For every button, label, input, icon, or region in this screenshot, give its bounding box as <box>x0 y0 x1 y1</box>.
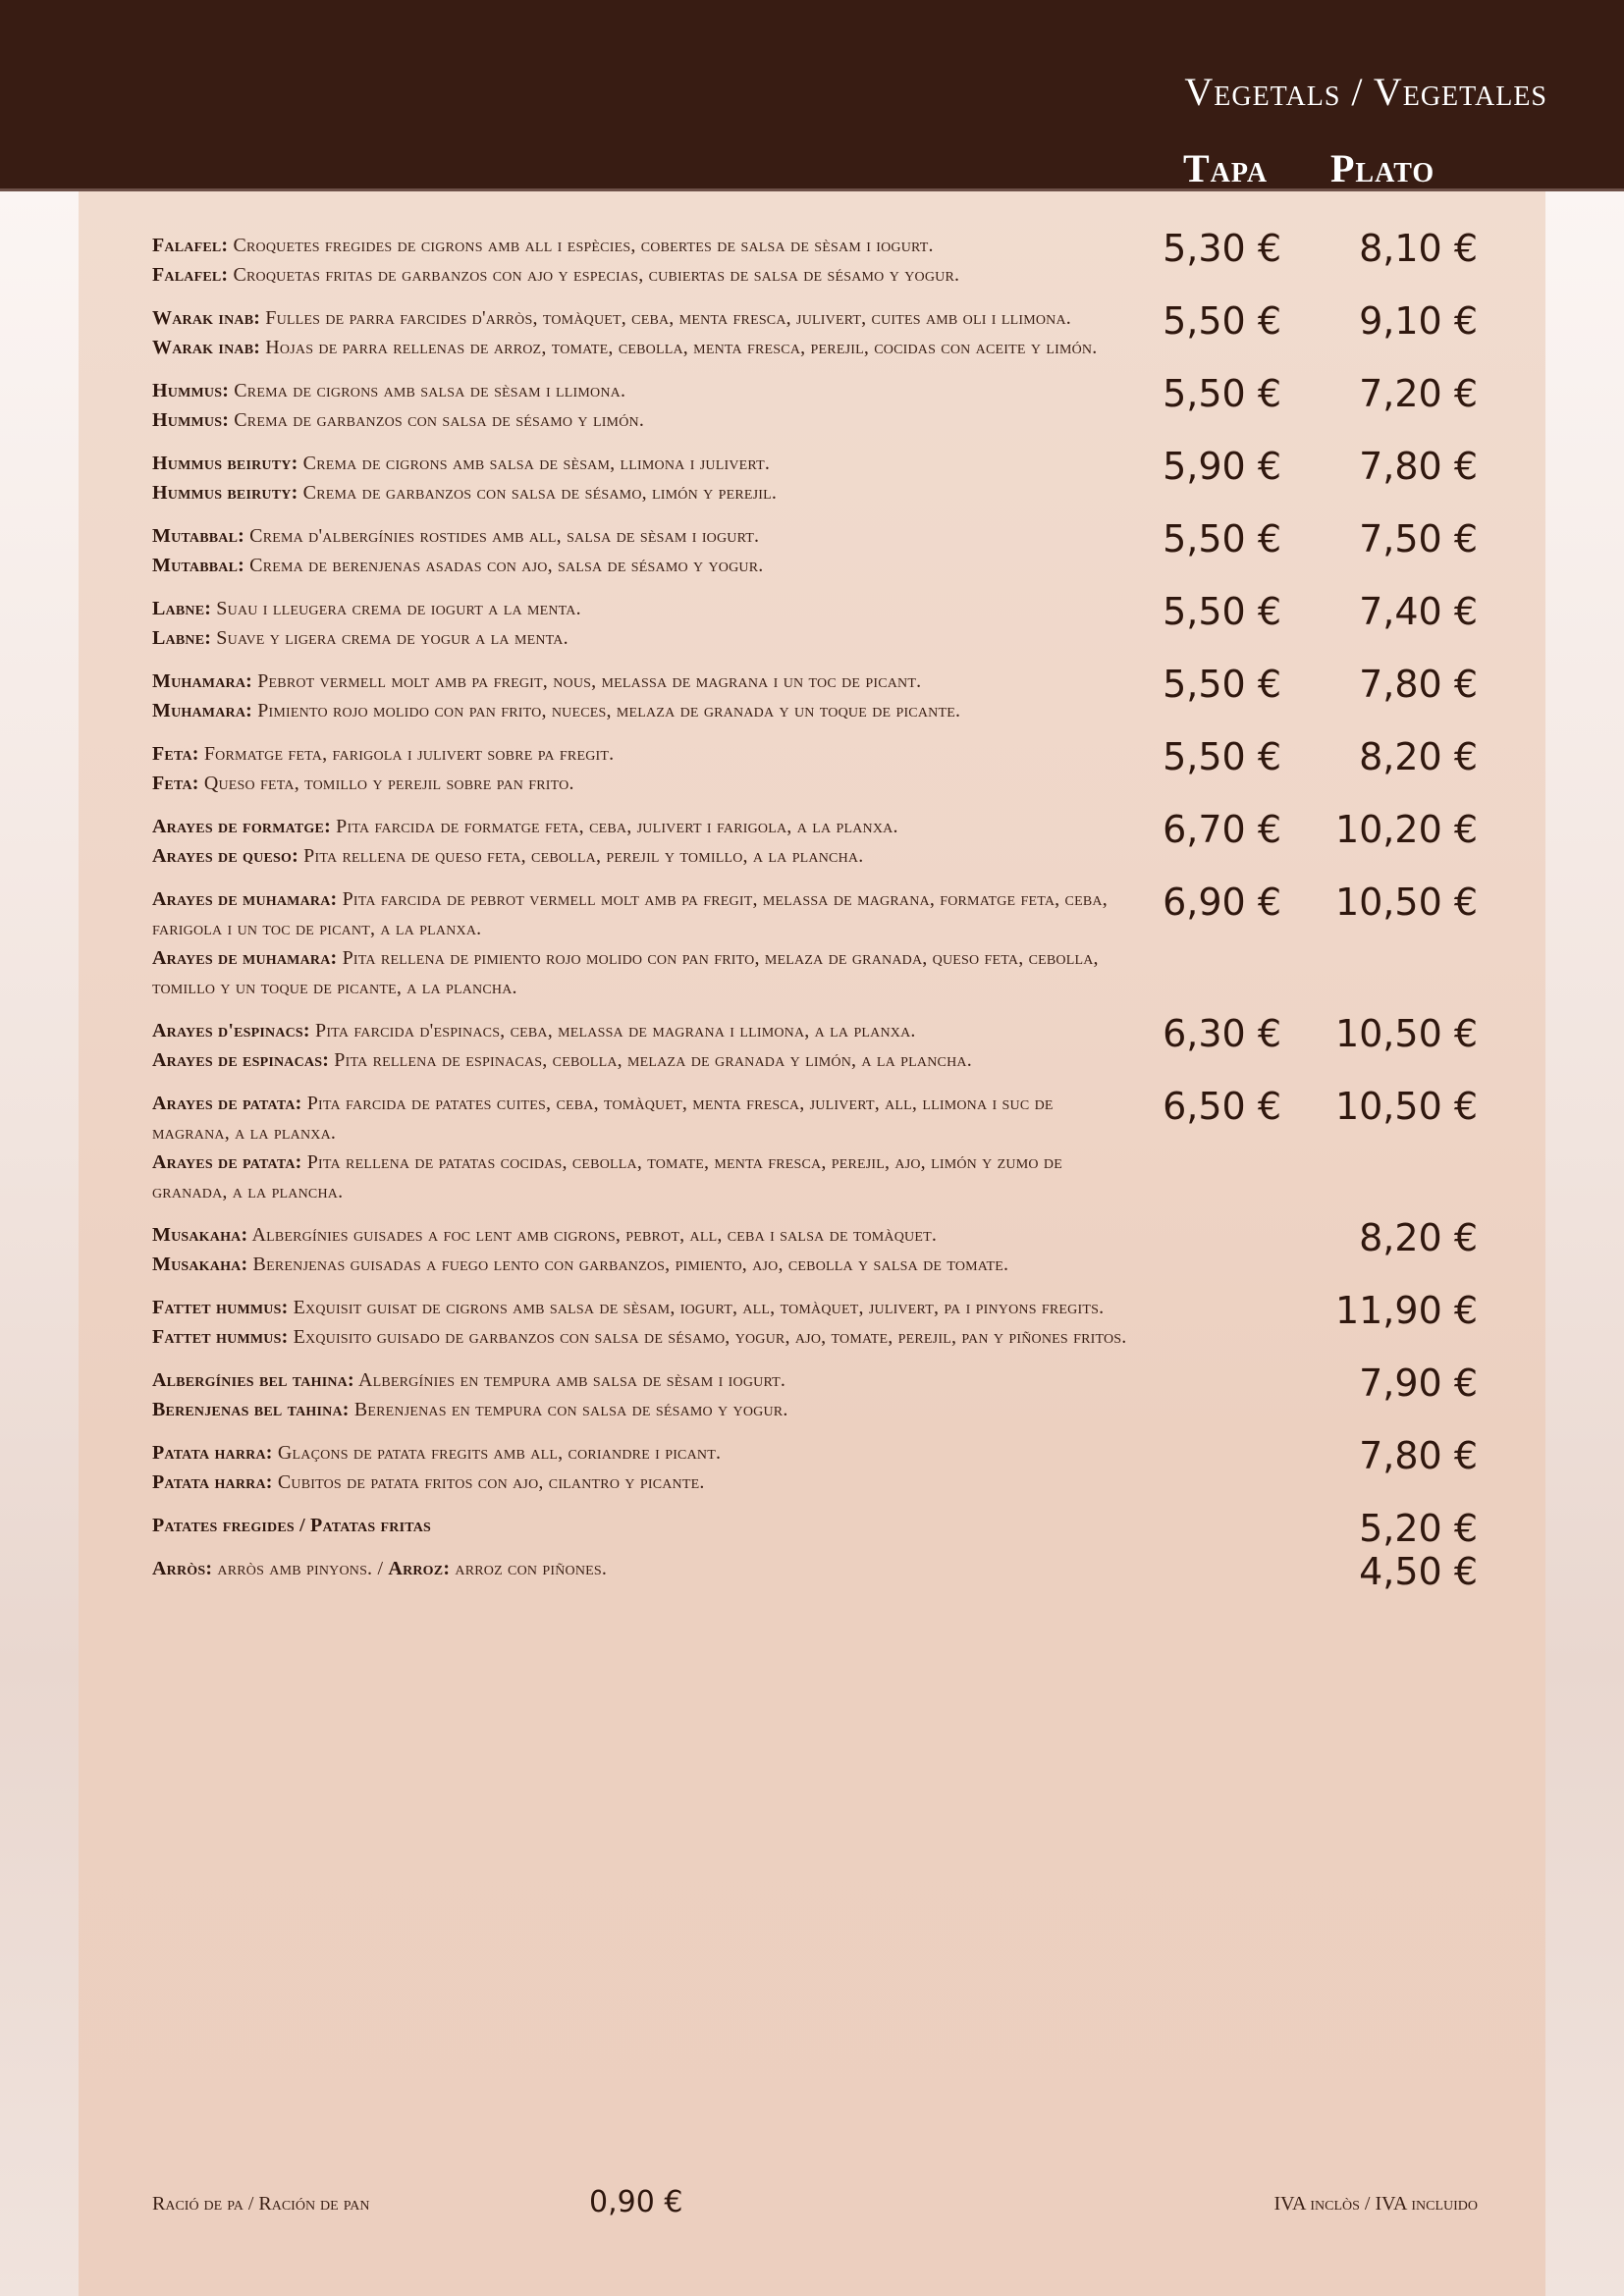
dish-text: Exquisit guisat de cigrons amb salsa de sèsam, iogurt, all, tomàquet, julivert, pa i pinyons fregits. <box>288 1297 1105 1318</box>
price-plato: 5,20 € <box>1359 1507 1478 1550</box>
dish-text: Pita rellena de patatas cocidas, cebolla, tomate, menta fresca, perejil, ajo, limón y zumo de granada, a la plancha. <box>152 1151 1062 1202</box>
description-spanish <box>152 1322 1134 1352</box>
menu-item-description <box>152 521 1134 580</box>
dish-name: Hummus beiruty: <box>152 453 298 474</box>
dish-text: Glaçons de patata fregits amb all, coriandre i picant. <box>272 1442 722 1464</box>
dish-name: Muhamara: <box>152 670 252 692</box>
menu-item-description <box>152 594 1134 653</box>
description-spanish <box>152 333 1134 362</box>
menu-item-description <box>152 1293 1134 1352</box>
dish-text: Croquetas fritas de garbanzos con ajo y especias, cubiertas de salsa de sésamo y yogur. <box>228 264 960 286</box>
dish-name: Arròs: <box>152 1558 213 1579</box>
dish-name: Arayes de formatge: <box>152 816 331 837</box>
menu-item-description <box>152 231 1134 290</box>
dish-text: Pita farcida de patates cuites, ceba, tomàquet, menta fresca, julivert, all, llimona i suc de magrana, a la planxa. <box>152 1093 1054 1144</box>
dish-text: Albergínies en tempura amb salsa de sèsam i iogurt. <box>353 1369 786 1391</box>
price-plato: 7,80 € <box>1359 1434 1478 1477</box>
price-plato: 8,20 € <box>1359 1216 1478 1259</box>
dish-text: Crema d'albergínies rostides amb all, salsa de sèsam i iogurt. <box>244 525 760 547</box>
menu-item <box>152 663 1478 725</box>
description-catalan <box>152 303 1134 333</box>
menu-item <box>152 227 1478 290</box>
dish-name: Fattet hummus: <box>152 1326 289 1348</box>
description-spanish <box>152 1148 1134 1206</box>
price-plato: 4,50 € <box>1359 1550 1478 1593</box>
price-plato: 7,50 € <box>1359 517 1478 561</box>
price-tapa: 6,50 € <box>1163 1085 1281 1128</box>
dish-text: Croquetes fregides de cigrons amb all i espècies, cobertes de salsa de sèsam i iogurt. <box>228 235 934 256</box>
dish-text: Crema de cigrons amb salsa de sèsam, llimona i julivert. <box>298 453 771 474</box>
menu-item-description <box>152 884 1134 1002</box>
price-plato: 7,20 € <box>1359 372 1478 415</box>
dish-text: Fulles de parra farcides d'arròs, tomàquet, ceba, menta fresca, julivert, cuites amb oli i llimona. <box>260 307 1071 329</box>
price-tapa: 6,30 € <box>1163 1012 1281 1055</box>
dish-name: Hummus: <box>152 380 230 401</box>
dish-name: Falafel: <box>152 235 229 256</box>
dish-text: Suave y ligera crema de yogur a la menta. <box>211 627 568 649</box>
dish-text: Crema de berenjenas asadas con ajo, salsa de sésamo y yogur. <box>244 555 764 576</box>
dish-text: Crema de garbanzos con salsa de sésamo y limón. <box>229 409 645 431</box>
description-catalan <box>152 1293 1134 1322</box>
dish-text: Albergínies guisades a foc lent amb cigrons, pebrot, all, ceba i salsa de tomàquet. <box>247 1224 938 1246</box>
dish-text: arroz con piñones. <box>450 1558 608 1579</box>
dish-text: Crema de garbanzos con salsa de sésamo, limón y perejil. <box>298 482 778 504</box>
menu-item-description <box>152 1016 1134 1075</box>
price-tapa: 5,90 € <box>1163 445 1281 488</box>
dish-name: Hummus beiruty: <box>152 482 298 504</box>
dish-text: Cubitos de patata fritos con ajo, cilantro y picante. <box>272 1471 705 1493</box>
dish-name: Arayes de queso: <box>152 845 298 867</box>
menu-item-description <box>152 303 1134 362</box>
vat-note: IVA inclòs / IVA incluido <box>1273 2193 1478 2215</box>
dish-name: Arayes de espinacas: <box>152 1049 330 1071</box>
dish-name: Falafel: <box>152 264 229 286</box>
menu-item <box>152 1550 1478 1593</box>
menu-item <box>152 1507 1478 1550</box>
menu-item <box>152 1085 1478 1206</box>
menu-list <box>152 227 1478 1597</box>
dish-text: Pita farcida de pebrot vermell molt amb pa fregit, melassa de magrana, formatge feta, ceba, farigola i un toc de picant, a la planxa. <box>152 888 1108 939</box>
description-catalan <box>152 231 1134 260</box>
menu-item-description <box>152 1511 1134 1540</box>
dish-name: Mutabbal: <box>152 525 244 547</box>
menu-item <box>152 1434 1478 1497</box>
dish-text: Pebrot vermell molt amb pa fregit, nous, melassa de magrana i un toc de picant. <box>252 670 922 692</box>
dish-name: Mutabbal: <box>152 555 244 576</box>
description-catalan <box>152 884 1134 943</box>
price-tapa: 6,90 € <box>1163 881 1281 924</box>
price-tapa: 5,50 € <box>1163 517 1281 561</box>
price-tapa: 5,50 € <box>1163 663 1281 706</box>
description-catalan <box>152 1220 1134 1250</box>
menu-item <box>152 735 1478 798</box>
menu-item <box>152 590 1478 653</box>
description-catalan <box>152 521 1134 551</box>
description-spanish <box>152 1250 1134 1279</box>
menu-item <box>152 1289 1478 1352</box>
menu-item-description <box>152 1089 1134 1206</box>
dish-name: Patates fregides / Patatas fritas <box>152 1515 432 1536</box>
price-plato: 10,50 € <box>1334 1085 1478 1128</box>
description-spanish <box>152 841 1134 871</box>
description-catalan <box>152 1438 1134 1468</box>
description-catalan <box>152 812 1134 841</box>
price-tapa: 5,50 € <box>1163 299 1281 343</box>
price-tapa: 6,70 € <box>1163 808 1281 851</box>
dish-name: Arayes d'espinacs: <box>152 1020 310 1041</box>
dish-name: Labne: <box>152 627 212 649</box>
menu-footer <box>152 2187 1478 2226</box>
dish-name: Fattet hummus: <box>152 1297 289 1318</box>
price-plato: 7,40 € <box>1359 590 1478 633</box>
price-tapa: 5,50 € <box>1163 372 1281 415</box>
description-catalan <box>152 1089 1134 1148</box>
dish-text: Exquisito guisado de garbanzos con salsa de sésamo, yogur, ajo, tomate, perejil, pan y piñones fritos. <box>288 1326 1127 1348</box>
menu-item <box>152 1012 1478 1075</box>
price-plato: 10,20 € <box>1334 808 1478 851</box>
price-plato: 7,90 € <box>1359 1362 1478 1405</box>
dish-text: Crema de cigrons amb salsa de sèsam i llimona. <box>229 380 626 401</box>
dish-text: arròs amb pinyons. / <box>212 1558 389 1579</box>
dish-name: Arayes de muhamara: <box>152 888 338 910</box>
menu-item-description <box>152 1365 1134 1424</box>
dish-text: Suau i lleugera crema de iogurt a la menta. <box>211 598 581 619</box>
section-title: Vegetals / Vegetales <box>1184 70 1547 114</box>
dish-name: Musakaha: <box>152 1224 248 1246</box>
column-header-plato: Plato <box>1330 146 1435 190</box>
menu-item-description <box>152 1220 1134 1279</box>
description-catalan <box>152 1365 1134 1395</box>
background-left-margin <box>0 191 79 2296</box>
menu-item-description <box>152 667 1134 725</box>
dish-name: Berenjenas bel tahina: <box>152 1399 350 1420</box>
bread-portion-price: 0,90 € <box>589 2185 683 2219</box>
dish-text: Formatge feta, farigola i julivert sobre pa fregit. <box>198 743 615 765</box>
menu-item-description <box>152 812 1134 871</box>
dish-text: Pita farcida d'espinacs, ceba, melassa de magrana i llimona, a la planxa. <box>309 1020 916 1041</box>
description-catalan <box>152 449 1134 478</box>
dish-name: Musakaha: <box>152 1254 248 1275</box>
dish-name: Labne: <box>152 598 212 619</box>
description-spanish <box>152 1045 1134 1075</box>
description-catalan <box>152 1511 1134 1540</box>
dish-name: Arroz: <box>388 1558 451 1579</box>
description-spanish <box>152 551 1134 580</box>
menu-item-description <box>152 449 1134 507</box>
menu-item <box>152 372 1478 435</box>
description-spanish <box>152 405 1134 435</box>
price-plato: 7,80 € <box>1359 445 1478 488</box>
bread-portion-label: Ració de pa / Ración de pan <box>152 2193 370 2215</box>
dish-text: Berenjenas guisadas a fuego lento con garbanzos, pimiento, ajo, cebolla y salsa de tomate. <box>247 1254 1009 1275</box>
price-plato: 10,50 € <box>1334 1012 1478 1055</box>
dish-text: Hojas de parra rellenas de arroz, tomate, cebolla, menta fresca, perejil, cocidas con aceite y limón. <box>260 337 1098 358</box>
dish-text: Pita rellena de espinacas, cebolla, melaza de granada y limón, a la plancha. <box>329 1049 972 1071</box>
menu-item <box>152 299 1478 362</box>
dish-name: Muhamara: <box>152 700 252 721</box>
description-spanish <box>152 1395 1134 1424</box>
menu-item-description <box>152 1554 1134 1583</box>
dish-text: Pita rellena de pimiento rojo molido con pan frito, melaza de granada, queso feta, cebolla, tomillo y un toque de picante, a la plancha. <box>152 947 1099 998</box>
description-spanish <box>152 769 1134 798</box>
description-spanish <box>152 478 1134 507</box>
description-spanish <box>152 1468 1134 1497</box>
description-spanish <box>152 623 1134 653</box>
column-header-tapa: Tapa <box>1183 146 1269 190</box>
price-plato: 8,10 € <box>1359 227 1478 270</box>
menu-item <box>152 881 1478 1002</box>
dish-text: Pita farcida de formatge feta, ceba, julivert i farigola, a la planxa. <box>330 816 898 837</box>
dish-text: Pita rellena de queso feta, cebolla, perejil y tomillo, a la plancha. <box>298 845 864 867</box>
background-right-margin <box>1545 191 1624 2296</box>
price-plato: 9,10 € <box>1359 299 1478 343</box>
menu-item <box>152 1362 1478 1424</box>
dish-name: Hummus: <box>152 409 230 431</box>
dish-name: Patata harra: <box>152 1471 273 1493</box>
description-spanish <box>152 943 1134 1002</box>
menu-item <box>152 517 1478 580</box>
dish-name: Arayes de muhamara: <box>152 947 338 969</box>
dish-name: Warak inab: <box>152 337 261 358</box>
dish-name: Warak inab: <box>152 307 261 329</box>
dish-name: Feta: <box>152 743 199 765</box>
dish-text: Berenjenas en tempura con salsa de sésamo y yogur. <box>349 1399 788 1420</box>
price-plato: 10,50 € <box>1334 881 1478 924</box>
price-tapa: 5,50 € <box>1163 590 1281 633</box>
menu-item <box>152 1216 1478 1279</box>
description-catalan <box>152 376 1134 405</box>
price-plato: 7,80 € <box>1359 663 1478 706</box>
description-catalan <box>152 667 1134 696</box>
description-catalan <box>152 739 1134 769</box>
menu-item-description <box>152 739 1134 798</box>
section-header <box>0 0 1624 191</box>
menu-item-description <box>152 1438 1134 1497</box>
dish-name: Arayes de patata: <box>152 1151 302 1173</box>
price-tapa: 5,30 € <box>1163 227 1281 270</box>
menu-item <box>152 445 1478 507</box>
description-catalan <box>152 594 1134 623</box>
price-plato: 8,20 € <box>1359 735 1478 778</box>
dish-text: Pimiento rojo molido con pan frito, nueces, melaza de granada y un toque de picante. <box>252 700 961 721</box>
description-spanish <box>152 696 1134 725</box>
description-catalan <box>152 1016 1134 1045</box>
dish-name: Arayes de patata: <box>152 1093 302 1114</box>
description-catalan <box>152 1554 1134 1583</box>
menu-item-description <box>152 376 1134 435</box>
price-tapa: 5,50 € <box>1163 735 1281 778</box>
dish-text: Queso feta, tomillo y perejil sobre pan frito. <box>198 773 574 794</box>
dish-name: Albergínies bel tahina: <box>152 1369 354 1391</box>
dish-name: Feta: <box>152 773 199 794</box>
description-spanish <box>152 260 1134 290</box>
menu-item <box>152 808 1478 871</box>
price-plato: 11,90 € <box>1334 1289 1478 1332</box>
dish-name: Patata harra: <box>152 1442 273 1464</box>
